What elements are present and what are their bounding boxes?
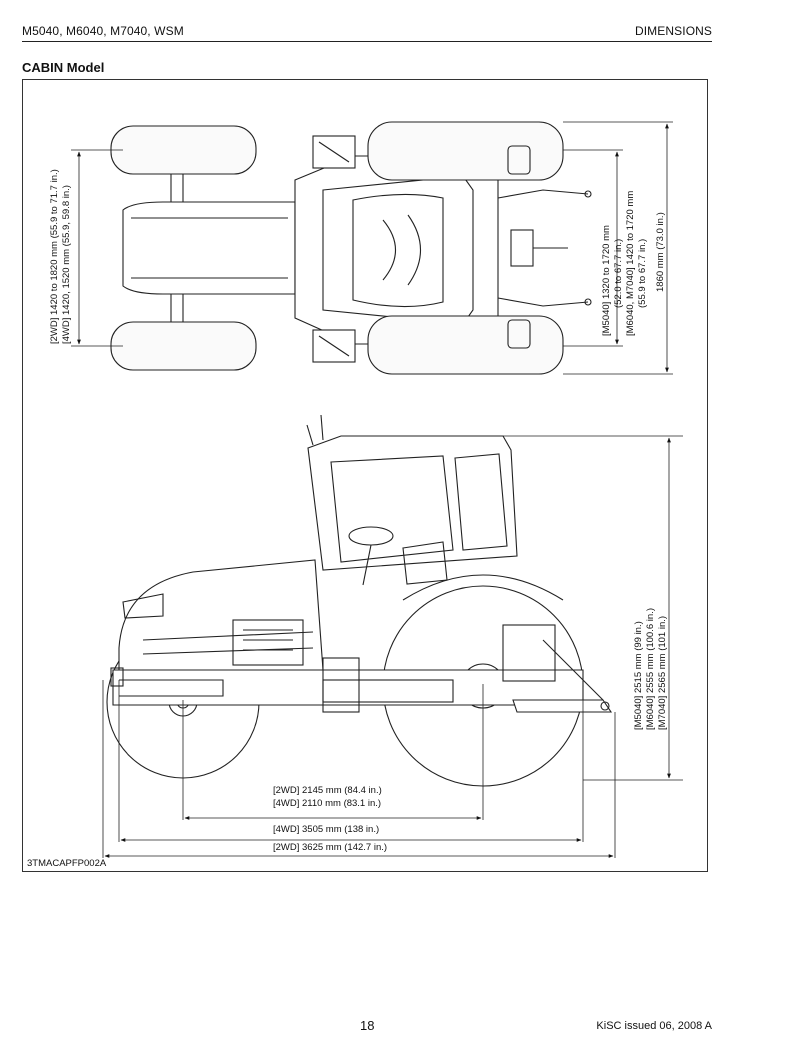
length-4wd-label: [4WD] 3505 mm (138 in.)	[273, 824, 380, 835]
wheelbase-2wd-label: [2WD] 2145 mm (84.4 in.)	[273, 785, 382, 796]
front-tread-4wd-label: [4WD] 1420, 1520 mm (55.9, 59.8 in.)	[61, 185, 72, 344]
wheelbase-4wd-label: [4WD] 2110 mm (83.1 in.)	[273, 798, 382, 809]
height-m7040-label: [M7040] 2565 mm (101 in.)	[657, 615, 668, 730]
height-m5040-label: [M5040] 2515 mm (99 in.)	[633, 621, 644, 730]
front-tread-2wd-label: [2WD] 1420 to 1820 mm (55.9 to 71.7 in.)	[49, 169, 60, 344]
height-m6040-label: [M6040] 2555 mm (100.6 in.)	[645, 608, 656, 730]
section-title: CABIN Model	[22, 60, 105, 75]
overall-width-label: 1860 mm (73.0 in.)	[655, 212, 666, 292]
doc-section-header: DIMENSIONS	[634, 24, 712, 38]
figure-code: 3TMACAPFP002A	[27, 858, 107, 869]
dimension-drawing	[23, 80, 709, 873]
header-rule	[22, 41, 712, 42]
length-2wd-label: [2WD] 3625 mm (142.7 in.)	[273, 842, 388, 853]
doc-model-header: M5040, M6040, M7040, WSM	[22, 24, 184, 38]
rear-tread-m5040-label: [M5040] 1320 to 1720 mm	[601, 225, 612, 336]
rear-tread-m6040-label: [M6040, M7040] 1420 to 1720 mm	[625, 190, 636, 336]
rear-tread-m5040-in-label: (52.0 to 67.7 in.)	[613, 238, 624, 308]
dimension-drawing-frame	[22, 79, 708, 872]
issue-note: KiSC issued 06, 2008 A	[596, 1020, 712, 1032]
rear-tread-m6040-in-label: (55.9 to 67.7 in.)	[637, 238, 648, 308]
page-number: 18	[360, 1018, 375, 1033]
tractor-top-view	[111, 122, 591, 374]
